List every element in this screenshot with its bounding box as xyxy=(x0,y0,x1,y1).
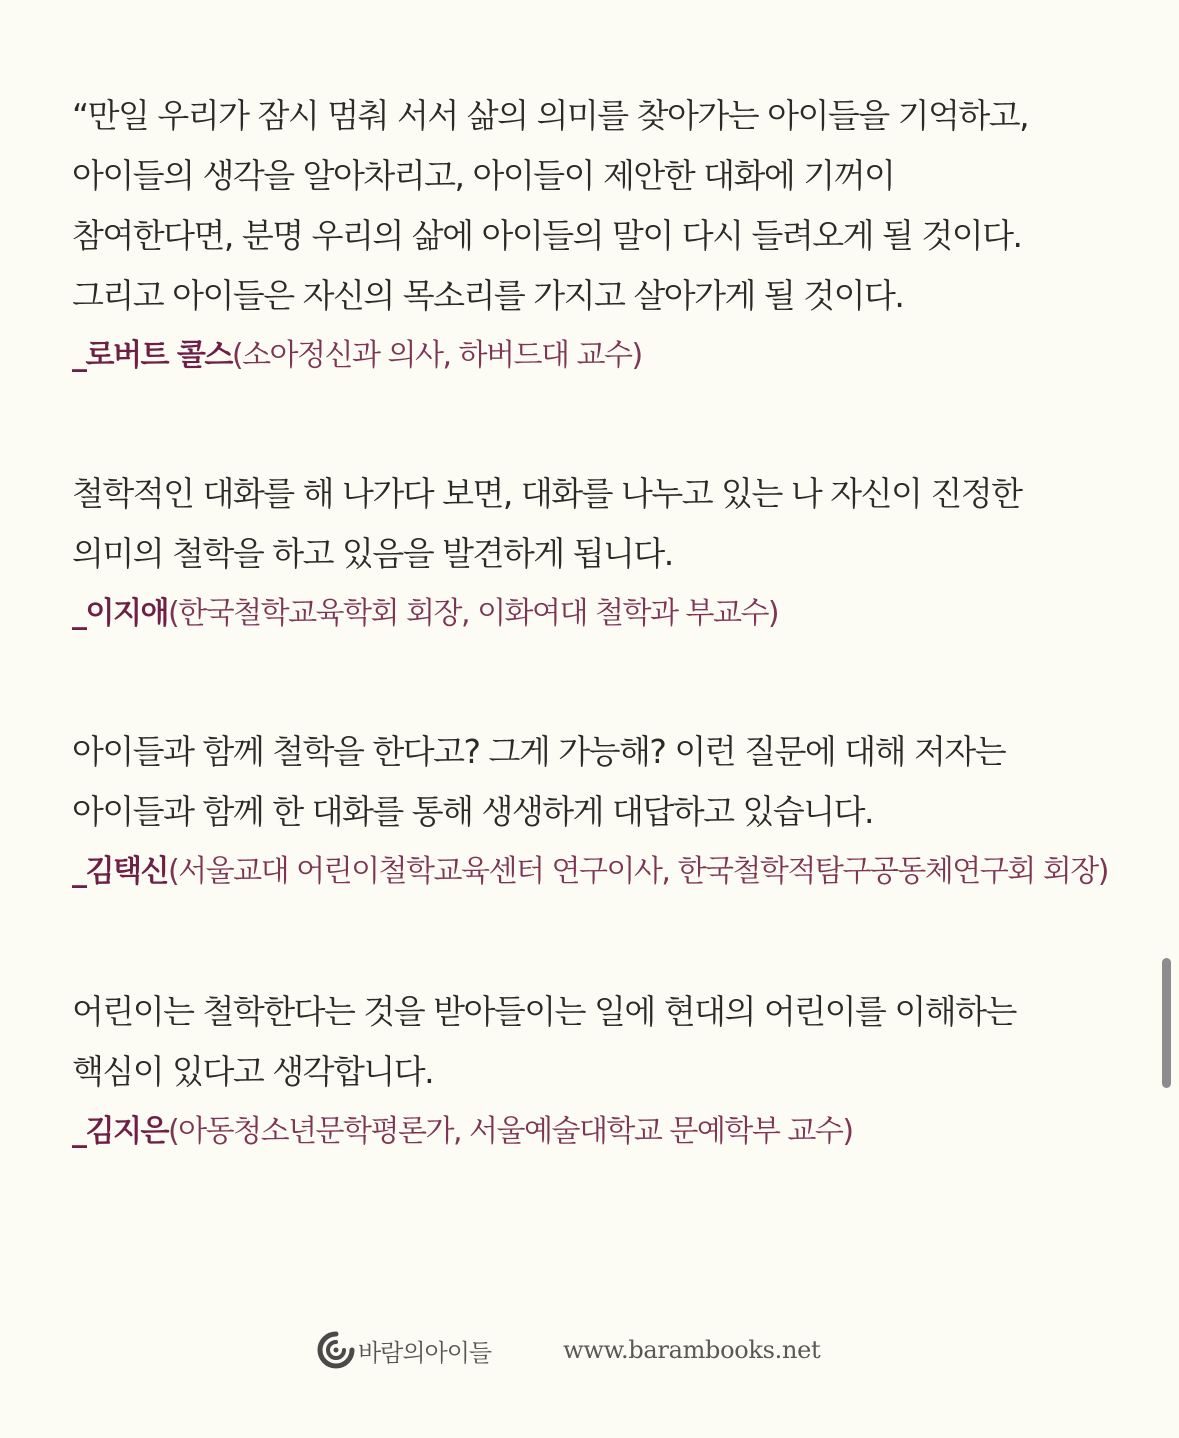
swirl-logo-icon xyxy=(316,1330,356,1370)
quote-line: 아이들의 생각을 알아차리고, 아이들이 제안한 대화에 기꺼이 xyxy=(72,156,895,195)
attribution-name: _김택신 xyxy=(72,854,168,889)
attribution-name: _이지애 xyxy=(72,596,168,631)
quote-line: 아이들과 함께 철학을 한다고? 그게 가능해? 이런 질문에 대해 저자는 xyxy=(72,732,1006,771)
attribution-name: _로버트 콜스 xyxy=(72,338,232,373)
quote-text xyxy=(72,722,1112,842)
quote-line: “만일 우리가 잠시 멈춰 서서 삶의 의미를 찾아가는 아이들을 기억하고, xyxy=(72,96,1029,135)
quote-attribution xyxy=(72,334,1112,378)
quote-attribution xyxy=(72,1110,1112,1154)
quote-block-1 xyxy=(72,86,1112,378)
attribution-role: (소아정신과 의사, 하버드대 교수) xyxy=(231,338,642,373)
publisher-logo-text: 바람의아이들 xyxy=(358,1338,492,1367)
quote-line: 아이들과 함께 한 대화를 통해 생생하게 대답하고 있습니다. xyxy=(72,792,873,831)
quote-text xyxy=(72,982,1112,1102)
vertical-scrollbar[interactable] xyxy=(1162,958,1171,1088)
attribution-role: (서울교대 어린이철학교육센터 연구이사, 한국철학적탐구공동체연구회 회장) xyxy=(167,854,1108,889)
quote-attribution xyxy=(72,850,1112,894)
attribution-name: _김지은 xyxy=(72,1114,168,1149)
footer xyxy=(316,1318,820,1382)
quote-text xyxy=(72,464,1112,584)
quote-line: 그리고 아이들은 자신의 목소리를 가지고 살아가게 될 것이다. xyxy=(72,276,904,315)
quote-line: 철학적인 대화를 해 나가다 보면, 대화를 나누고 있는 나 자신이 진정한 xyxy=(72,474,1022,513)
quote-block-3 xyxy=(72,722,1112,894)
attribution-role: (아동청소년문학평론가, 서울예술대학교 문예학부 교수) xyxy=(167,1114,853,1149)
quote-line: 어린이는 철학한다는 것을 받아들이는 일에 현대의 어린이를 이해하는 xyxy=(72,992,1016,1031)
quote-block-4 xyxy=(72,982,1112,1154)
attribution-role: (한국철학교육학회 회장, 이화여대 철학과 부교수) xyxy=(167,596,779,631)
quote-line: 핵심이 있다고 생각합니다. xyxy=(72,1052,434,1091)
quote-attribution xyxy=(72,592,1112,636)
website-link[interactable]: www.barambooks.net xyxy=(563,1336,821,1364)
publisher-logo xyxy=(316,1330,491,1370)
quote-line: 의미의 철학을 하고 있음을 발견하게 됩니다. xyxy=(72,534,673,573)
quote-line: 참여한다면, 분명 우리의 삶에 아이들의 말이 다시 들려오게 될 것이다. xyxy=(72,216,1022,255)
quote-block-2 xyxy=(72,464,1112,636)
quote-text xyxy=(72,86,1112,326)
